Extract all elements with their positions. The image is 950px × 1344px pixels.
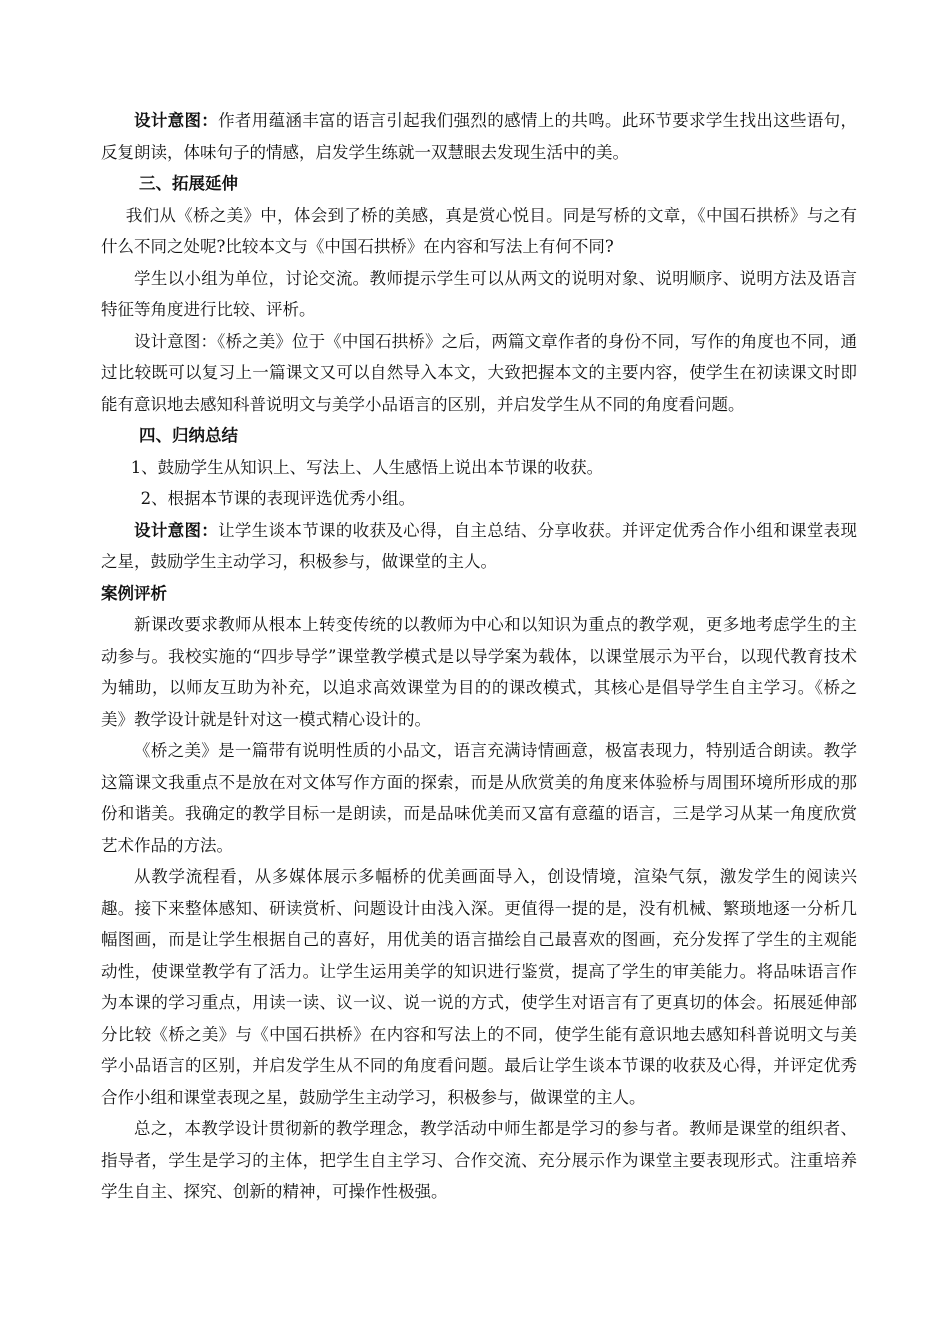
extension-paragraph-3: 设计意图：《桥之美》位于《中国石拱桥》之后，两篇文章作者的身份不同，写作的角度也不同，通过比较既可以复习上一篇课文又可以自然导入本文，大致把握本文的主要内容，使学生在初读课文时即能有意识地去感知科普说明文与美学小品语言的区别，并启发学生从不同的角度看问题。 bbox=[101, 331, 857, 414]
design-intent-label: 设计意图： bbox=[134, 520, 219, 540]
case-analysis-heading: 案例评析 bbox=[101, 583, 167, 603]
section-heading-summary: 四、归纳总结 bbox=[138, 426, 238, 445]
case-paragraph-2: 《桥之美》是一篇带有说明性质的小品文，语言充满诗情画意，极富表现力，特别适合朗读。教学这篇课文我重点不是放在对文体写作方面的探索，而是从欣赏美的角度来体验桥与周围环境所形成的那份和谐美。我确定的教学目标一是朗读，而是品味优美而又富有意蕴的语言，三是学习从某一角度欣赏艺术作品的方法。 bbox=[101, 741, 857, 855]
extension-paragraph-1: 我们从《桥之美》中，体会到了桥的美感，真是赏心悦目。同是写桥的文章，《中国石拱桥》与之有什么不同之处呢?比较本文与《中国石拱桥》在内容和写法上有何不同? bbox=[101, 205, 857, 256]
design-intent-paragraph-2 bbox=[101, 515, 857, 578]
document-body bbox=[101, 105, 857, 1208]
design-intent-text: 作者用蕴涵丰富的语言引起我们强烈的感情上的共鸣。此环节要求学生找出这些语句，反复朗读，体味句子的情感，启发学生练就一双慧眼去发现生活中的美。 bbox=[101, 111, 858, 162]
design-intent-text: 让学生谈本节课的收获及心得，自主总结、分享收获。并评定优秀合作小组和课堂表现之星，鼓励学生主动学习，积极参与，做课堂的主人。 bbox=[101, 520, 858, 571]
case-paragraph-3: 从教学流程看，从多媒体展示多幅桥的优美画面导入，创设情境，渲染气氛，激发学生的阅读兴趣。接下来整体感知、研读赏析、问题设计由浅入深。更值得一提的是，没有机械、繁琐地逐一分析几幅图画，而是让学生根据自己的喜好，用优美的语言描绘自己最喜欢的图画，充分发挥了学生的主观能动性，使课堂教学有了活力。让学生运用美学的知识进行鉴赏，提高了学生的审美能力。将品味语言作为本课的学习重点，用读一读、议一议、说一说的方式，使学生对语言有了更真切的体会。拓展延伸部分比较《桥之美》与《中国石拱桥》在内容和写法上的不同，使学生能有意识地去感知科普说明文与美学小品语言的区别，并启发学生从不同的角度看问题。最后让学生谈本节课的收获及心得，并评定优秀合作小组和课堂表现之星，鼓励学生主动学习，积极参与，做课堂的主人。 bbox=[101, 867, 857, 1107]
case-paragraph-1: 新课改要求教师从根本上转变传统的以教师为中心和以知识为重点的教学观，更多地考虑学生的主动参与。我校实施的“四步导学”课堂教学模式是以导学案为载体，以课堂展示为平台，以现代教育技术为辅助，以师友互助为补充，以追求高效课堂为目的的课改模式，其核心是倡导学生自主学习。《桥之美》教学设计就是针对这一模式精心设计的。 bbox=[101, 615, 857, 729]
extension-paragraph-2: 学生以小组为单位，讨论交流。教师提示学生可以从两文的说明对象、说明顺序、说明方法及语言特征等角度进行比较、评析。 bbox=[101, 268, 857, 319]
design-intent-paragraph-1 bbox=[101, 105, 857, 168]
summary-item-2: 2、根据本节课的表现评选优秀小组。 bbox=[140, 489, 416, 508]
design-intent-label: 设计意图： bbox=[134, 111, 219, 130]
section-heading-extension: 三、拓展延伸 bbox=[138, 174, 238, 193]
case-paragraph-4: 总之，本教学设计贯彻新的教学理念，教学活动中师生都是学习的参与者。教师是课堂的组织者、指导者，学生是学习的主体，把学生自主学习、合作交流、充分展示作为课堂主要表现形式。注重培养学生自主、探究、创新的精神，可操作性极强。 bbox=[101, 1119, 857, 1201]
summary-item-1: 1、鼓励学生从知识上、写法上、人生感悟上说出本节课的收获。 bbox=[130, 457, 604, 477]
